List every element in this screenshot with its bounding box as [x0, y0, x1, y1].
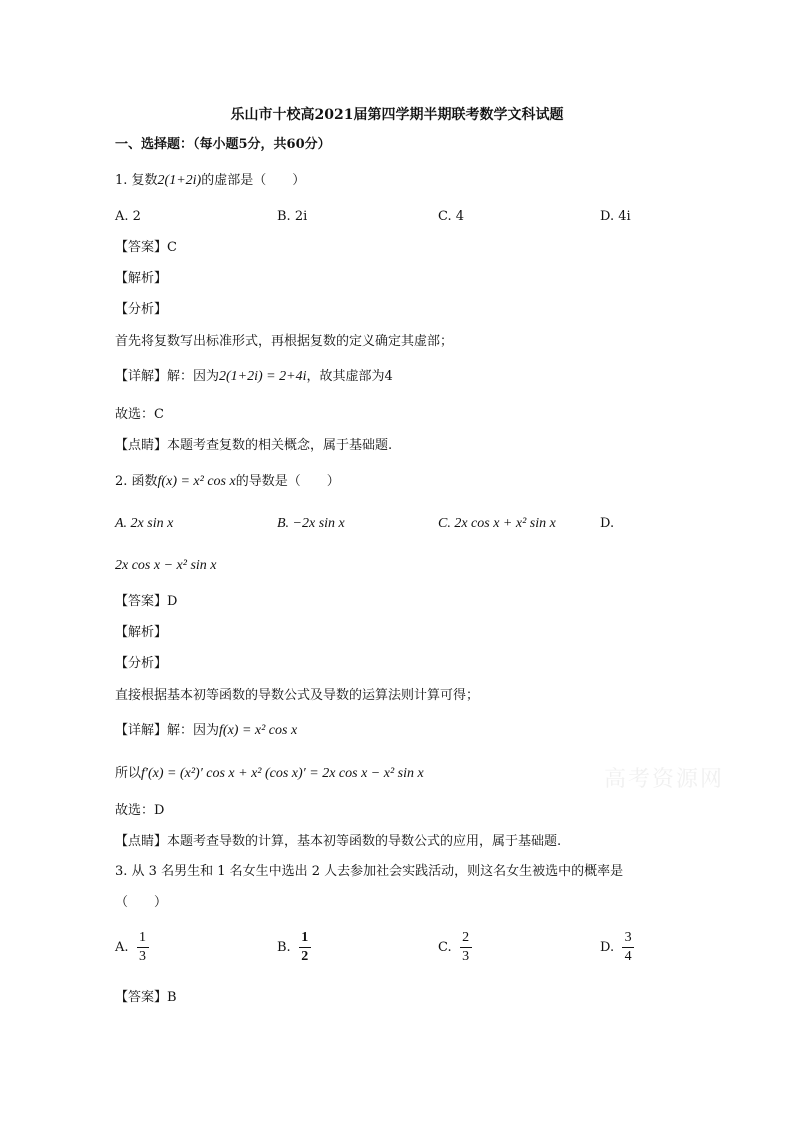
- q3-option-a-fraction: [137, 930, 149, 965]
- q2-remark: 【点睛】本题考查导数的计算，基本初等函数的导数公式的应用，属于基础题.: [115, 834, 562, 849]
- q3-option-d-label: D.: [600, 939, 615, 955]
- q1-analysis-text: 首先将复数写出标准形式，再根据复数的定义确定其虚部；: [115, 334, 454, 349]
- q1-detail-prefix: 【详解】解：因为: [115, 369, 220, 384]
- q3-option-d-fraction: [622, 930, 634, 965]
- q3-option-a: [115, 930, 149, 965]
- q2-jiexi-label: 【解析】: [115, 625, 168, 640]
- q2-derivation-prefix: 所以: [115, 766, 142, 781]
- q2-option-c: C. 2x cos x + x² sin x: [438, 516, 556, 531]
- q1-choice: 故选：C: [115, 407, 164, 422]
- q2-analysis-text: 直接根据基本初等函数的导数公式及导数的运算法则计算可得；: [115, 688, 480, 703]
- q3-option-b-fraction: [299, 930, 311, 965]
- q3-stem-bracket: （ ）: [115, 895, 168, 910]
- q2-option-b: B. −2x sin x: [277, 516, 345, 531]
- q1-jiexi-label: 【解析】: [115, 271, 168, 286]
- q3-answer: 【答案】B: [115, 990, 177, 1005]
- q1-detail-math: 2(1+2i) = 2+4i: [219, 369, 307, 384]
- q3-option-b-label: B.: [277, 939, 291, 955]
- q3-b-numerator: 1: [301, 930, 309, 945]
- q2-stem-suffix: 的导数是（ ）: [235, 474, 340, 489]
- q2-detail-prefix: 【详解】解：因为: [115, 723, 220, 738]
- q1-stem-suffix: 的虚部是（ ）: [201, 173, 306, 188]
- q3-d-denominator: 4: [624, 949, 632, 964]
- q2-detail-math: f(x) = x² cos x: [219, 723, 298, 738]
- q1-stem-math: 2(1+2i): [157, 173, 202, 188]
- q3-d-numerator: 3: [624, 930, 632, 945]
- q2-fenxi-label: 【分析】: [115, 656, 168, 671]
- q3-a-denominator: 3: [139, 949, 147, 964]
- q3-option-c-fraction: [460, 930, 472, 965]
- watermark: 高考资源网: [604, 767, 725, 792]
- q1-remark: 【点睛】本题考查复数的相关概念，属于基础题.: [115, 438, 393, 453]
- q3-c-denominator: 3: [462, 949, 470, 964]
- q1-option-d: D. 4i: [600, 209, 631, 224]
- q1-option-c: C. 4: [438, 209, 465, 224]
- q2-stem: [115, 473, 340, 491]
- q3-stem: 3. 从 3 名男生和 1 名女生中选出 2 人去参加社会实践活动，则这名女生被选中的概率是: [115, 864, 624, 879]
- q2-option-d-math: 2x cos x − x² sin x: [115, 558, 217, 573]
- q2-detail: [115, 722, 297, 740]
- q3-option-b: [277, 930, 311, 965]
- q2-derivation: [115, 765, 424, 783]
- q3-option-c: [438, 930, 472, 965]
- q2-option-d-label: D.: [600, 516, 615, 531]
- page-title: 乐山市十校高2021届第四学期半期联考数学文科试题: [230, 107, 564, 123]
- q1-answer: 【答案】C: [115, 240, 177, 255]
- q2-stem-math: f(x) = x² cos x: [157, 474, 236, 489]
- q3-a-numerator: 1: [139, 930, 147, 945]
- q2-derivation-math: f′(x) = (x²)′ cos x + x² (cos x)′ = 2x cos x − x² sin x: [141, 766, 424, 781]
- q2-option-a: A. 2x sin x: [115, 516, 174, 531]
- q3-option-c-label: C.: [438, 939, 452, 955]
- q2-choice: 故选：D: [115, 803, 165, 818]
- q1-fenxi-label: 【分析】: [115, 302, 168, 317]
- q1-option-b: B. 2i: [277, 209, 308, 224]
- q1-detail-suffix: ，故其虚部为4: [306, 369, 393, 384]
- q2-stem-prefix: 2. 函数: [115, 474, 158, 489]
- q3-b-denominator: 2: [301, 949, 309, 964]
- q2-answer: 【答案】D: [115, 594, 178, 609]
- q1-stem-prefix: 1. 复数: [115, 173, 158, 188]
- q3-option-d: [600, 930, 634, 965]
- q3-c-numerator: 2: [462, 930, 470, 945]
- q1-detail: [115, 368, 393, 386]
- q1-option-a: A. 2: [115, 209, 141, 224]
- q3-option-a-label: A.: [115, 939, 129, 955]
- section-heading: 一、选择题：（每小题5分，共60分）: [115, 137, 331, 152]
- q1-stem: [115, 172, 305, 190]
